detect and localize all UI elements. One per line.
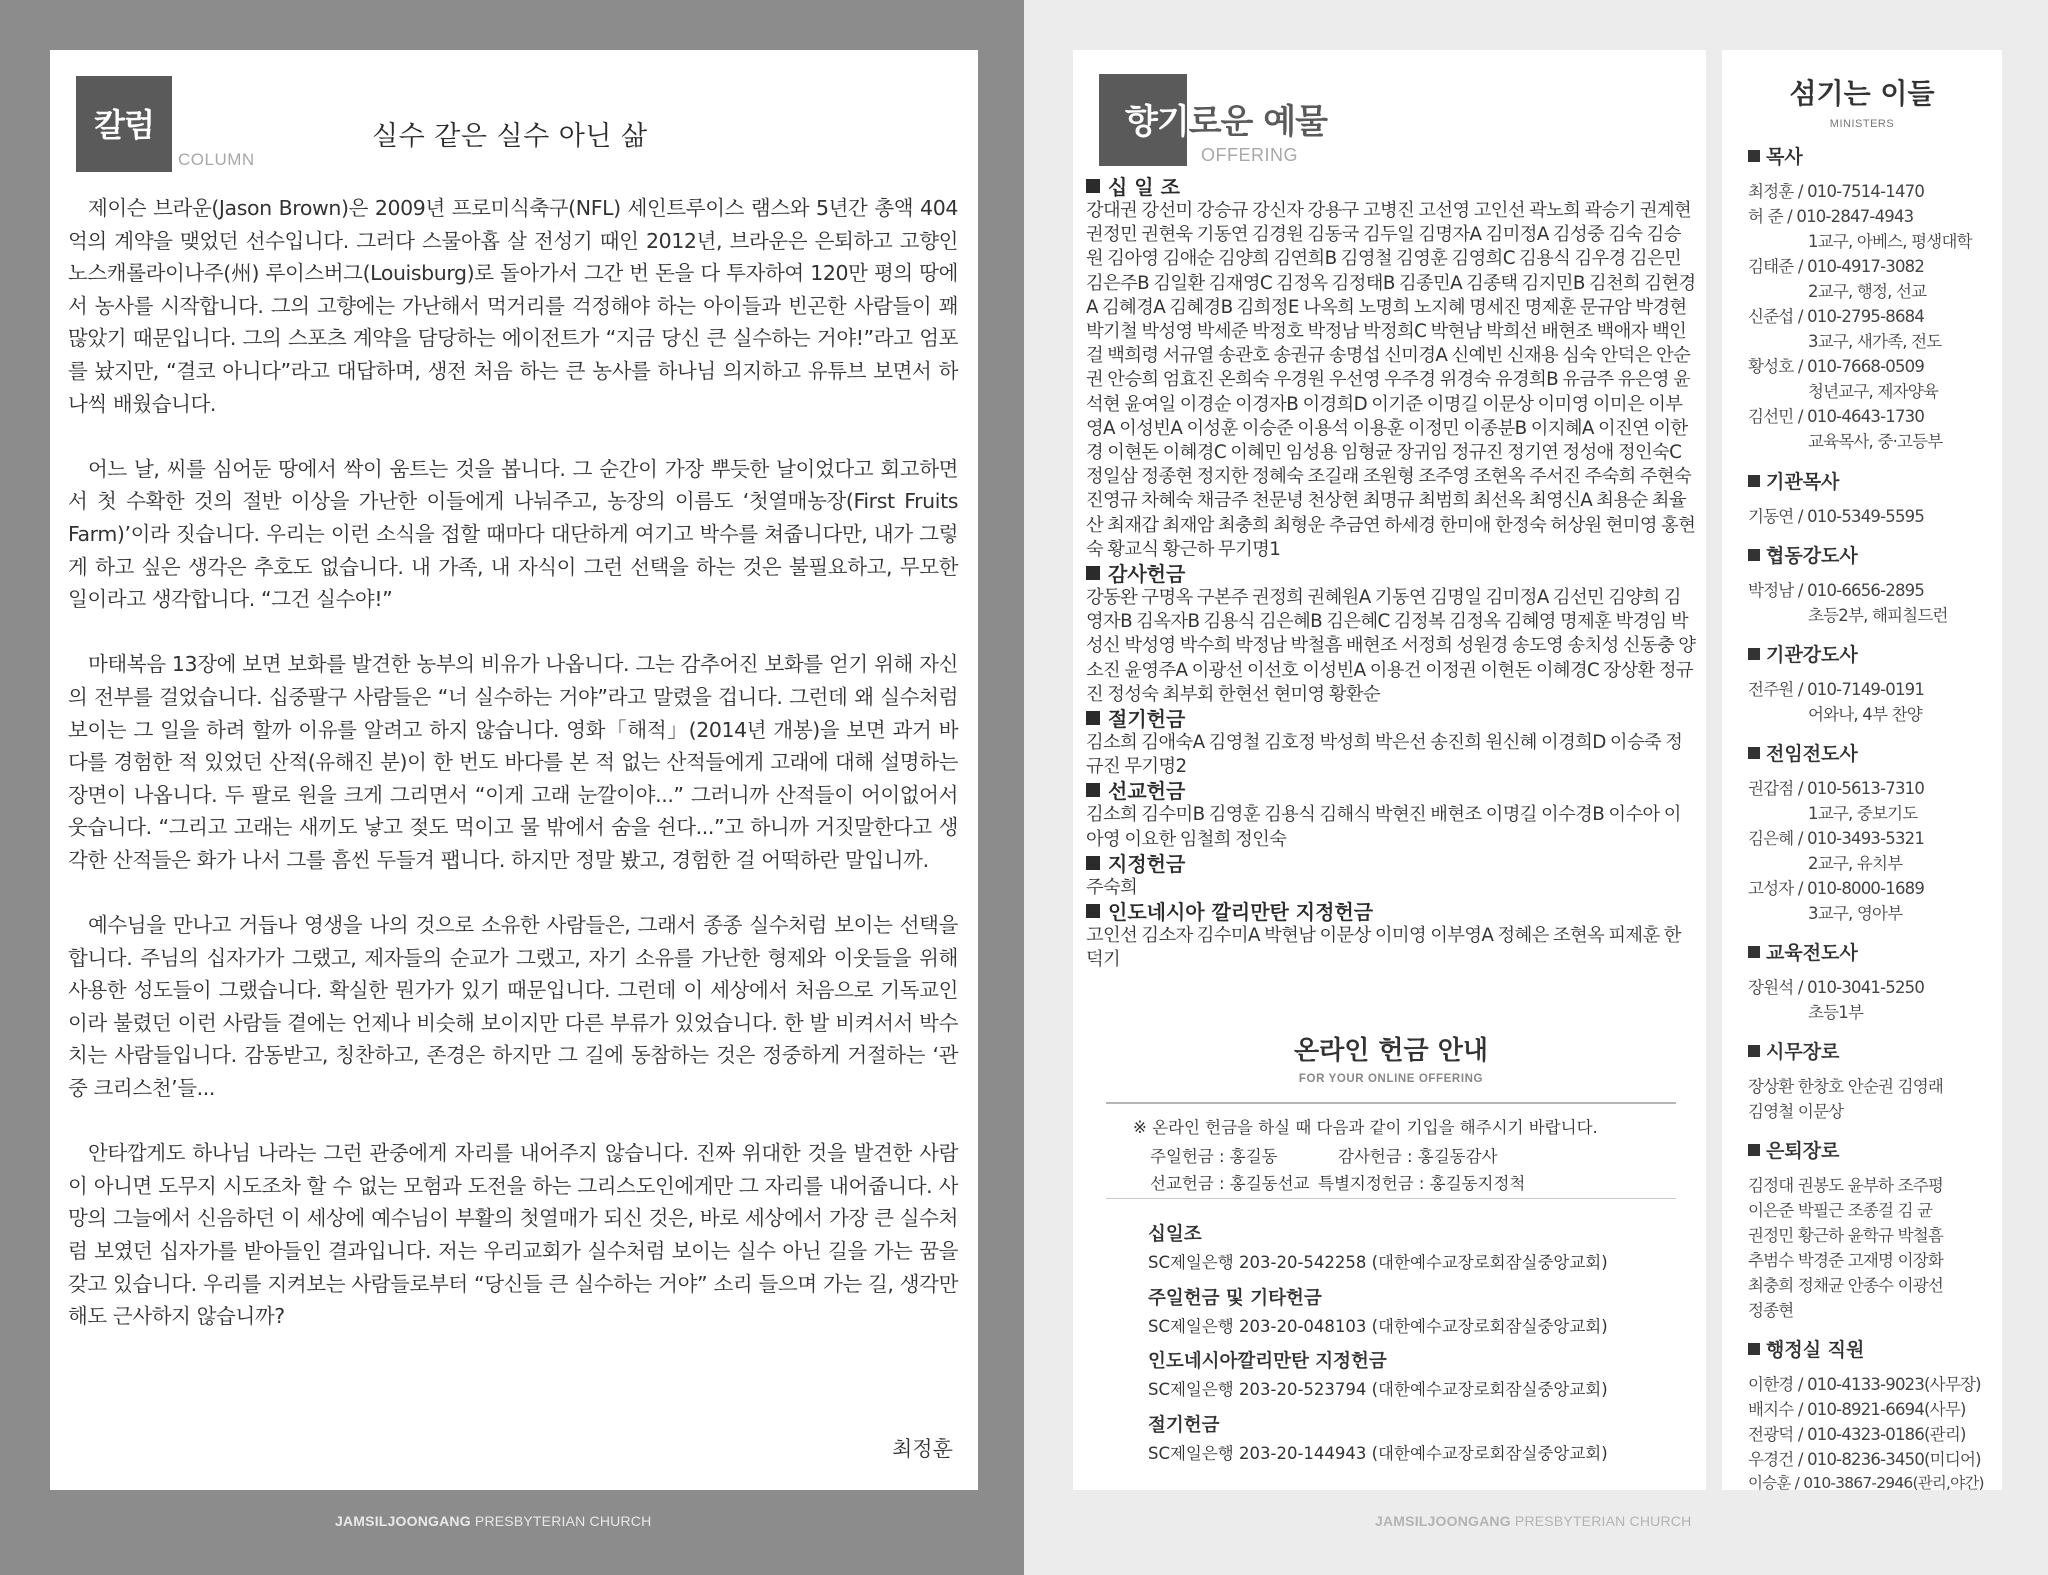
minister-line: 기동연 / 010-5349-5595 <box>1748 507 1925 526</box>
minister-line: 이은준 박필근 조종걸 김 균 <box>1748 1201 1933 1220</box>
column-label-en: COLUMN <box>178 150 255 169</box>
column-paragraph-5: 안타깝게도 하나님 나라는 그런 관중에게 자리를 내어주지 않습니다. 진짜 위대한 것을 발견한 사람이 아니면 도무지 시도조차 할 수 없는 모험과 도전을 하는 그리스도인에게만 그 자리를 내어줍니다. 사망의 그늘에서 신음하던 이 세상에 예수님이 부활의 첫열매가 되신 것은, 바로 세상에서 가장 큰 실수처럼 보였던 십자가를 받아들인 결과입니다. 저는 우리교회가 실수처럼 보이는 실수 아닌 길을 가는 꿈을 갖고 있습니다. 우리를 지켜보는 사람들로부터 “당신들 큰 실수하는 거야” 소리 들으며 가는 길, 생각만 해도 근사하지 않습니까? <box>68 1141 958 1329</box>
minister-line: 초등1부 <box>1808 1003 1864 1022</box>
ministers-heading-education: 교육전도사 <box>1748 938 1858 965</box>
minister-line: 장상환 한창호 안순권 김영래 <box>1748 1077 1944 1096</box>
footer-left-rest: PRESBYTERIAN CHURCH <box>470 1513 652 1529</box>
minister-line: 이승훈 / 010-3867-2946(관리,야간) <box>1748 1474 1984 1492</box>
footer-right-rest: PRESBYTERIAN CHURCH <box>1510 1513 1692 1529</box>
ministers-heading-institution-pastor: 기관목사 <box>1748 467 1839 494</box>
account-number-indonesia: SC제일은행 203-20-523794 (대한예수교장로회잠실중앙교회) <box>1148 1380 1608 1399</box>
offering-label-en: OFFERING <box>1201 145 1298 165</box>
minister-line: 권갑점 / 010-5613-7310 <box>1748 779 1925 798</box>
minister-line: 김정대 권봉도 윤부하 조주평 <box>1748 1176 1944 1195</box>
minister-line: 김선민 / 010-4643-1730 <box>1748 407 1925 426</box>
minister-line: 1교구, 중보기도 <box>1808 804 1918 823</box>
column-body <box>68 192 958 1365</box>
offering-title-part1: 향기 <box>1125 102 1189 142</box>
minister-line: 김영철 이문상 <box>1748 1102 1844 1121</box>
account-number-sunday: SC제일은행 203-20-048103 (대한예수교장로회잠실중앙교회) <box>1148 1317 1608 1336</box>
ministers-subtitle: MINISTERS <box>1829 118 1895 130</box>
minister-line: 신준섭 / 010-2795-8684 <box>1748 307 1925 326</box>
ministers-heading-pastor: 목사 <box>1748 142 1803 169</box>
account-name-sunday: 주일헌금 및 기타헌금 <box>1148 1288 1322 1309</box>
minister-line: 박정남 / 010-6656-2895 <box>1748 581 1925 600</box>
minister-line: 교육목사, 중·고등부 <box>1808 432 1943 451</box>
minister-line: 정종현 <box>1748 1301 1794 1320</box>
offering-heading-seasonal: 절기헌금 <box>1086 707 1696 731</box>
offering-sections <box>1086 175 1696 972</box>
minister-line: 고성자 / 010-8000-1689 <box>1748 879 1925 898</box>
minister-line: 장원석 / 010-3041-5250 <box>1748 978 1925 997</box>
offering-heading-mission: 선교헌금 <box>1086 779 1696 803</box>
offering-heading-indonesia: 인도네시아 깔리만탄 지정헌금 <box>1086 900 1696 924</box>
offering-title-part2: 로운 예물 <box>1188 102 1327 142</box>
minister-line: 3교구, 새가족, 전도 <box>1808 332 1942 351</box>
column-author: 최정훈 <box>892 1437 953 1461</box>
minister-line: 이한경 / 010-4133-9023(사무장) <box>1748 1375 1981 1394</box>
online-divider <box>1106 1102 1676 1104</box>
column-title: 실수 같은 실수 아닌 삶 <box>372 121 648 152</box>
minister-line: 김태준 / 010-4917-3082 <box>1748 257 1925 276</box>
minister-line: 배지수 / 010-8921-6694(사무) <box>1748 1400 1966 1419</box>
account-name-indonesia: 인도네시아깔리만탄 지정헌금 <box>1148 1351 1387 1372</box>
minister-line: 2교구, 유치부 <box>1808 854 1903 873</box>
minister-line: 어와나, 4부 찬양 <box>1808 705 1922 724</box>
minister-line: 1교구, 아베스, 평생대학 <box>1808 232 1972 251</box>
online-example-1a: 주일헌금 : 홍길동 <box>1150 1147 1278 1166</box>
offering-title <box>1125 94 1327 143</box>
account-name-tithe: 십일조 <box>1148 1224 1202 1245</box>
offering-names-indonesia: 고인선 김소자 김수미A 박현남 이문상 이미영 이부영A 정혜은 조현옥 피제훈 한덕기 <box>1086 925 1681 971</box>
minister-line: 최정훈 / 010-7514-1470 <box>1748 182 1925 201</box>
minister-line: 청년교구, 제자양육 <box>1808 382 1939 401</box>
column-label: 칼럼 <box>94 106 154 144</box>
ministers-heading-retired-elders: 은퇴장로 <box>1748 1136 1839 1163</box>
online-example-2a: 선교헌금 : 홍길동선교 <box>1150 1174 1310 1193</box>
minister-line: 2교구, 행정, 선교 <box>1808 282 1927 301</box>
minister-line: 추범수 박경준 고재명 이장화 <box>1748 1251 1944 1270</box>
online-offering-subtitle: FOR YOUR ONLINE OFFERING <box>1298 1073 1484 1085</box>
online-offering-title: 온라인 헌금 안내 <box>1294 1036 1488 1066</box>
ministers-heading-institution-preacher: 기관강도사 <box>1748 640 1858 667</box>
minister-line: 우경건 / 010-8236-3450(미디어) <box>1748 1450 1981 1469</box>
column-paragraph-4: 예수님을 만나고 거듭나 영생을 나의 것으로 소유한 사람들은, 그래서 종종 실수처럼 보이는 선택을 합니다. 주님의 십자가가 그랬고, 제자들의 순교가 그랬고, 자기 소유를 가난한 형제와 이웃들을 위해 사용한 성도들이 그랬습니다. 확실한 뭔가가 있기 때문입니다. 그런데 이 세상에서 처음으로 기독교인이라 불렸던 이런 사람들 곁에는 언제나 비슷해 보이지만 다른 부류가 있었습니다. 한 발 비켜서서 박수치는 사람들입니다. 감동받고, 칭찬하고, 존경은 하지만 그 길에 동참하는 것은 정중하게 거절하는 ‘관중 크리스천’들... <box>68 913 958 1101</box>
minister-line: 3교구, 영아부 <box>1808 904 1903 923</box>
offering-names-tithe: 강대권 강선미 강승규 강신자 강용구 고병진 고선영 고인선 곽노희 곽승기 권계현 권정민 권현욱 기동연 김경원 김동국 김두일 김명자A 김미정A 김성중 김숙 김승원 김아영 김애순 김양희 김연희B 김영철 김영훈 김영희C 김용식 김우경 김은민 김은주B 김일환 김재영C 김정옥 김정태B 김종민A 김종택 김지민B 김천희 김현경A 김혜경A 김혜경B 김희정E 나옥희 노명희 노지혜 명세진 명제훈 문규암 박경현 박기철 박성영 박세준 박정호 박정남 박정희C 박현남 박희선 배현조 백애자 백인걸 백희령 서규열 송관호 송권규 송명섭 신미경A 신예빈 신재용 심숙 안덕은 안순권 안승희 엄효진 온희숙 우경원 우선영 우주경 위경숙 유경희B 유금주 유은영 윤석현 윤여일 이경순 이경자B 이경희D 이기준 이명길 이문상 이미영 이미은 이부영A 이성빈A 이성훈 이승준 이용석 이용훈 이정민 이종분B 이지혜A 이진연 이한경 이현돈 이혜경C 이혜민 임성용 임형균 장귀임 정규진 정기연 정성애 정인숙C 정일삼 정종현 정지한 정혜숙 조길래 조원형 조주영 조현옥 주서진 주숙희 주현숙 진영규 차혜숙 채금주 천문녕 천상현 최명규 최범희 최선옥 최영신A 최용순 최율산 최재갑 최재암 최충희 최형운 추금연 하세경 한미애 한정숙 허상원 현미영 홍현숙 황교식 황근하 무기명1 <box>1086 200 1696 560</box>
online-divider-2 <box>1106 1198 1676 1199</box>
footer-right-bold: JAMSILJOONGANG <box>1375 1513 1511 1529</box>
account-number-tithe: SC제일은행 203-20-542258 (대한예수교장로회잠실중앙교회) <box>1148 1253 1608 1272</box>
ministers-heading-office-staff: 행정실 직원 <box>1748 1335 1864 1362</box>
offering-names-thanks: 강동완 구명옥 구본주 권정희 권혜원A 기동연 김명일 김미정A 김선민 김양희 김영자B 김옥자B 김용식 김은혜B 김은혜C 김정복 김정옥 김혜영 명제훈 박경임 박성신 박성영 박수희 박정남 박철흠 배현조 서정희 성원경 송도영 송치성 신동충 양소진 윤영주A 이광선 이선호 이성빈A 이용건 이정권 이현돈 이혜경C 장상환 정규진 정성숙 최부회 한현선 현미영 황환순 <box>1086 587 1696 705</box>
offering-names-mission: 김소희 김수미B 김영훈 김용식 김해식 박현진 배현조 이명길 이수경B 이수아 이아영 이요한 임철희 정인숙 <box>1086 804 1681 850</box>
offering-heading-thanks: 감사헌금 <box>1086 562 1696 586</box>
footer-left <box>335 1513 651 1529</box>
minister-line: 초등2부, 해피칠드런 <box>1808 606 1948 625</box>
column-paragraph-2: 어느 날, 씨를 심어둔 땅에서 싹이 움트는 것을 봅니다. 그 순간이 가장 뿌듯한 날이었다고 회고하면서 첫 수확한 것의 절반 이상을 가난한 이들에게 나눠주고, 농장의 이름도 ‘첫열매농장(First Fruits Farm)’이라 짓습니다. 우리는 이런 소식을 접할 때마다 대단하게 여기고 박수를 쳐줍니다만, 내가 그렇게 하고 싶은 생각은 추호도 없습니다. 내 가족, 내 자식이 그런 선택을 하는 것은 불필요하고, 무모한 일이라고 생각합니다. “그건 실수야!” <box>68 456 958 612</box>
offering-heading-designated: 지정헌금 <box>1086 852 1696 876</box>
ministers-heading-active-elders: 시무장로 <box>1748 1037 1839 1064</box>
offering-names-seasonal: 김소희 김애숙A 김영철 김호정 박성희 박은선 송진희 원신혜 이경희D 이승죽 정규진 무기명2 <box>1086 732 1683 778</box>
account-name-seasonal: 절기헌금 <box>1148 1415 1220 1436</box>
ministers-heading-cooperative: 협동강도사 <box>1748 541 1858 568</box>
account-number-seasonal: SC제일은행 203-20-144943 (대한예수교장로회잠실중앙교회) <box>1148 1444 1608 1463</box>
footer-left-bold: JAMSILJOONGANG <box>335 1513 471 1529</box>
online-example-1b: 감사헌금 : 홍길동감사 <box>1338 1147 1498 1166</box>
minister-line: 권정민 황근하 윤학규 박철흠 <box>1748 1226 1944 1245</box>
ministers-heading-fulltime: 전임전도사 <box>1748 739 1858 766</box>
offering-heading-tithe: 십 일 조 <box>1086 175 1696 199</box>
minister-line: 전광덕 / 010-4323-0186(관리) <box>1748 1425 1966 1444</box>
column-paragraph-3: 마태복음 13장에 보면 보화를 발견한 농부의 비유가 나옵니다. 그는 감추어진 보화를 얻기 위해 자신의 전부를 걸었습니다. 십중팔구 사람들은 “너 실수하는 거야”라고 말렸을 겁니다. 그런데 왜 실수처럼 보이는 그 일을 하려 할까 이유를 알려고 하지 않습니다. 영화「해적」(2014년 개봉)을 보면 과거 바다를 경험한 적 있었던 산적(유해진 분)이 한 번도 바다를 본 적 없는 산적들에게 고래에 대해 설명하는 장면이 나옵니다. 두 팔로 원을 크게 그리면서 “이게 고래 눈깔이야...” 그러니까 산적들이 어이없어서 웃습니다. “그리고 고래는 새끼도 낳고 젖도 먹이고 물 밖에서 숨을 쉰다...”고 하니까 거짓말한다고 생각한 산적들은 화가 나서 그를 흠씬 두들겨 팹니다. 하지만 정말 봤고, 경험한 걸 어떡하란 말입니까. <box>68 652 958 872</box>
minister-line: 김은혜 / 010-3493-5321 <box>1748 829 1925 848</box>
footer-right <box>1375 1513 1691 1529</box>
minister-line: 황성호 / 010-7668-0509 <box>1748 357 1925 376</box>
minister-line: 전주원 / 010-7149-0191 <box>1748 680 1925 699</box>
minister-line: 최충희 정채균 안종수 이광선 <box>1748 1276 1944 1295</box>
online-notice: ※ 온라인 헌금을 하실 때 다음과 같이 기입을 해주시기 바랍니다. <box>1133 1118 1598 1137</box>
offering-names-designated: 주숙희 <box>1086 876 1138 898</box>
online-example-2b: 특별지정헌금 : 홍길동지정척 <box>1318 1174 1526 1193</box>
minister-line: 허 준 / 010-2847-4943 <box>1748 207 1914 226</box>
ministers-title: 섬기는 이들 <box>1789 77 1935 110</box>
column-paragraph-1: 제이슨 브라운(Jason Brown)은 2009년 프로미식축구(NFL) 세인트루이스 램스와 5년간 총액 404억의 계약을 맺었던 선수입니다. 그러다 스물아홉 살 전성기 때인 2012년, 브라운은 은퇴하고 고향인 노스캐롤라이나주(州) 루이스버그(Louisburg)로 돌아가서 그간 번 돈을 다 투자하여 120만 평의 땅에서 농사를 시작합니다. 그의 고향에는 가난해서 먹거리를 걱정해야 하는 아이들과 빈곤한 사람들이 꽤 많았기 때문입니다. 그의 스포츠 계약을 담당하는 에이전트가 “지금 당신 큰 실수하는 거야!”라고 엄포를 놨지만, “결코 아니다”라고 대답하며, 생전 처음 하는 큰 농사를 하나님 의지하고 유튜브 보면서 하나씩 배웠습니다. <box>68 196 958 416</box>
